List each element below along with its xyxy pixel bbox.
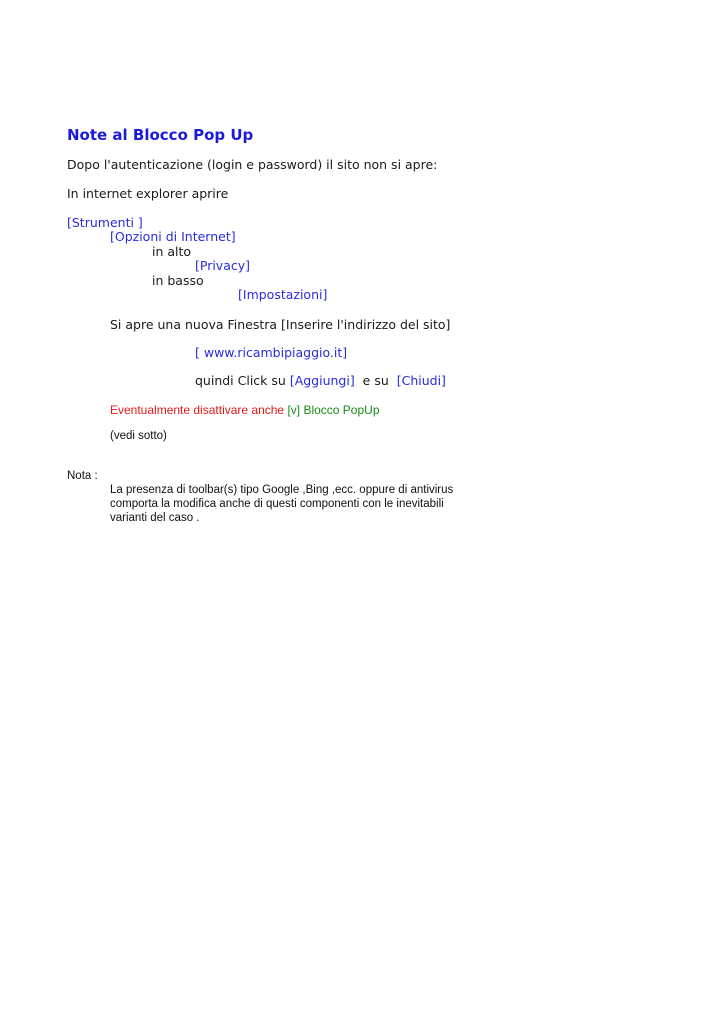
menu-strumenti: [Strumenti ] <box>67 215 143 230</box>
blocco-popup-label: [v] Blocco PopUp <box>287 403 380 417</box>
in-alto-text: in alto <box>152 244 192 259</box>
menu-opzioni-internet: [Opzioni di Internet] <box>110 229 236 244</box>
page-title: Note al Blocco Pop Up <box>67 126 254 144</box>
intro-text: Dopo l'autenticazione (login e password) il sito non si apre: <box>67 157 438 172</box>
disable-instruction <box>110 404 380 416</box>
disable-red-text: Eventualmente disattivare anche <box>110 403 288 417</box>
nota-line-1: La presenza di toolbar(s) tipo Google ,Bing ,ecc. oppure di antivirus <box>110 484 454 496</box>
ie-instruction: In internet explorer aprire <box>67 186 229 201</box>
site-address: [ www.ricambipiaggio.it] <box>195 345 348 360</box>
chiudi-label: [Chiudi] <box>396 373 446 388</box>
aggiungi-label: [Aggiungi] <box>289 373 355 388</box>
in-basso-text: in basso <box>152 273 204 288</box>
click-prefix: quindi Click su <box>195 373 290 388</box>
nota-line-3: varianti del caso . <box>110 512 200 524</box>
new-window-text: Si apre una nuova Finestra [Inserire l'indirizzo del sito] <box>110 317 451 332</box>
click-instruction <box>195 375 446 388</box>
vedi-sotto-text: (vedi sotto) <box>110 430 167 442</box>
menu-impostazioni: [Impostazioni] <box>238 287 328 302</box>
nota-label: Nota : <box>67 470 98 482</box>
menu-privacy: [Privacy] <box>195 258 251 273</box>
click-middle: e su <box>354 373 397 388</box>
nota-line-2: comporta la modifica anche di questi componenti con le inevitabili <box>110 498 444 510</box>
